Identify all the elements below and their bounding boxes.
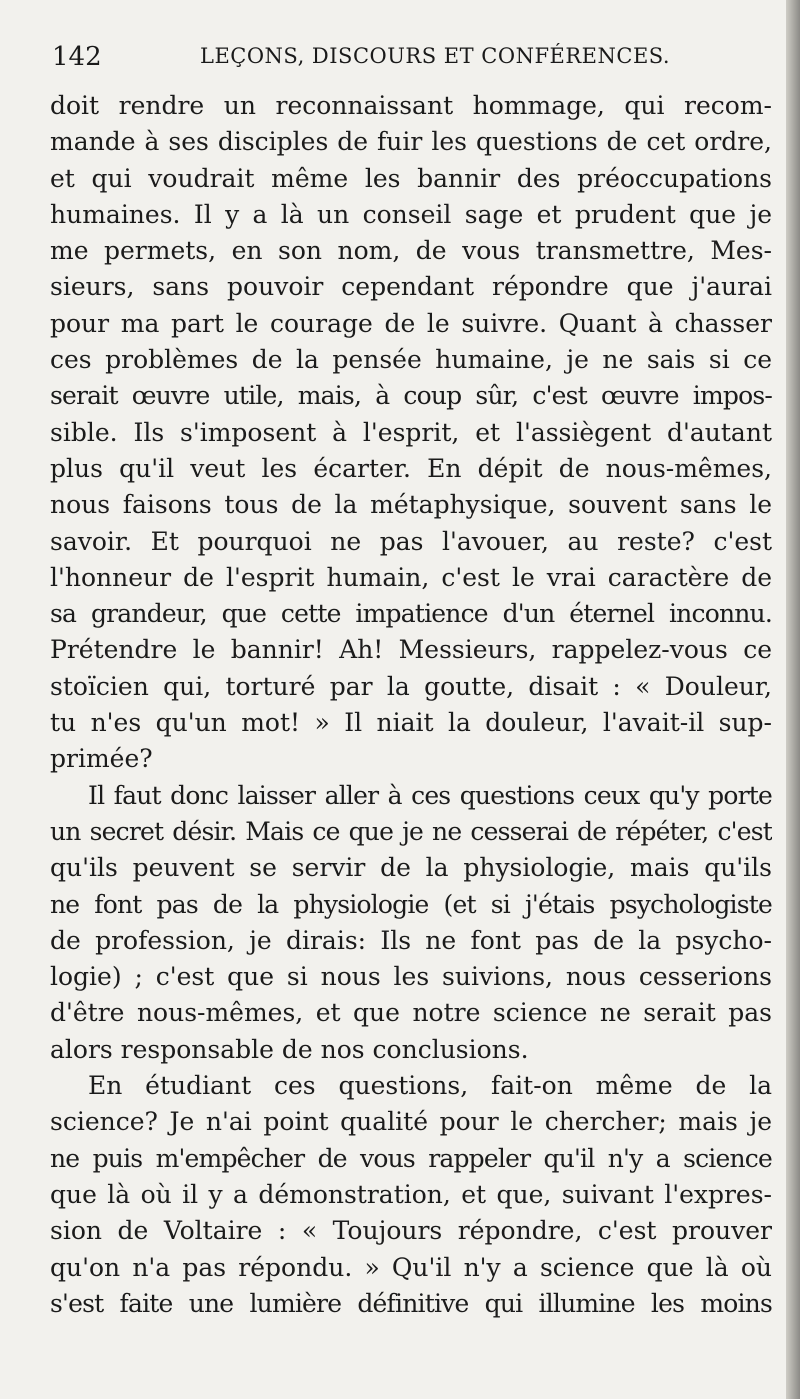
text-line: plus qu'il veut les écarter. En dépit de nous-mêmes, xyxy=(50,453,772,483)
text-line: et qui voudrait même les bannir des préoccupations xyxy=(50,163,772,193)
text-line: sible. Ils s'imposent à l'esprit, et l'assiègent d'autant xyxy=(50,417,772,447)
text-line: qu'ils peuvent se servir de la physiologie, mais qu'ils xyxy=(50,853,772,883)
text-line: primée? xyxy=(50,744,153,774)
text-line: savoir. Et pourquoi ne pas l'avouer, au reste? c'est xyxy=(50,526,772,556)
text-line: sieurs, sans pouvoir cependant répondre que j'aurai xyxy=(50,272,772,302)
text-line: En étudiant ces questions, fait-on même de la xyxy=(88,1071,772,1101)
text-line: un secret désir. Mais ce que je ne cesserai de répéter, c'est xyxy=(50,816,772,846)
text-line: doit rendre un reconnaissant hommage, qui recom- xyxy=(50,91,772,120)
text-line: ne font pas de la physiologie (et si j'étais psychologiste xyxy=(50,889,772,919)
text-line: humaines. Il y a là un conseil sage et prudent que je xyxy=(50,199,772,229)
text-line: d'être nous-mêmes, et que notre science ne serait pas xyxy=(50,998,772,1028)
text-line: logie) ; c'est que si nous les suivions, nous cesserions xyxy=(50,962,772,992)
text-line: tu n'es qu'un mot! » Il niait la douleur, l'avait-il sup- xyxy=(50,708,772,738)
text-line: ces problèmes de la pensée humaine, je ne sais si ce xyxy=(50,345,772,375)
text-line: s'est faite une lumière définitive qui illumine les moins xyxy=(50,1288,772,1318)
page-number: 142 xyxy=(52,42,102,72)
running-title: LEÇONS, DISCOURS ET CONFÉRENCES. xyxy=(200,44,671,68)
text-line: serait œuvre utile, mais, à coup sûr, c'est œuvre impos- xyxy=(50,381,772,411)
body-text xyxy=(50,88,772,1322)
text-line: de profession, je dirais: Ils ne font pas de la psycho- xyxy=(50,925,772,955)
page-edge-shadow xyxy=(786,0,800,1399)
text-line: nous faisons tous de la métaphysique, souvent sans le xyxy=(50,490,772,520)
text-line: me permets, en son nom, de vous transmettre, Mes- xyxy=(50,236,772,266)
text-line: pour ma part le courage de le suivre. Quant à chasser xyxy=(50,308,772,338)
page-header xyxy=(52,40,772,84)
text-line: Il faut donc laisser aller à ces questions ceux qu'y porte xyxy=(88,780,772,810)
text-line: ne puis m'empêcher de vous rappeler qu'il n'y a science xyxy=(50,1143,772,1173)
text-line: sion de Voltaire : « Toujours répondre, c'est prouver xyxy=(50,1216,772,1246)
text-line: l'honneur de l'esprit humain, c'est le vrai caractère de xyxy=(50,562,772,592)
text-line: alors responsable de nos conclusions. xyxy=(50,1034,529,1064)
text-line: qu'on n'a pas répondu. » Qu'il n'y a science que là où xyxy=(50,1252,772,1282)
text-line: Prétendre le bannir! Ah! Messieurs, rappelez-vous ce xyxy=(50,635,772,665)
text-line: science? Je n'ai point qualité pour le chercher; mais je xyxy=(50,1107,772,1137)
text-line: sa grandeur, que cette impatience d'un éternel inconnu. xyxy=(50,599,772,629)
text-line: mande à ses disciples de fuir les questions de cet ordre, xyxy=(50,127,772,157)
text-line: stoïcien qui, torturé par la goutte, disait : « Douleur, xyxy=(50,671,772,701)
text-line: que là où il y a démonstration, et que, suivant l'expres- xyxy=(50,1179,772,1209)
